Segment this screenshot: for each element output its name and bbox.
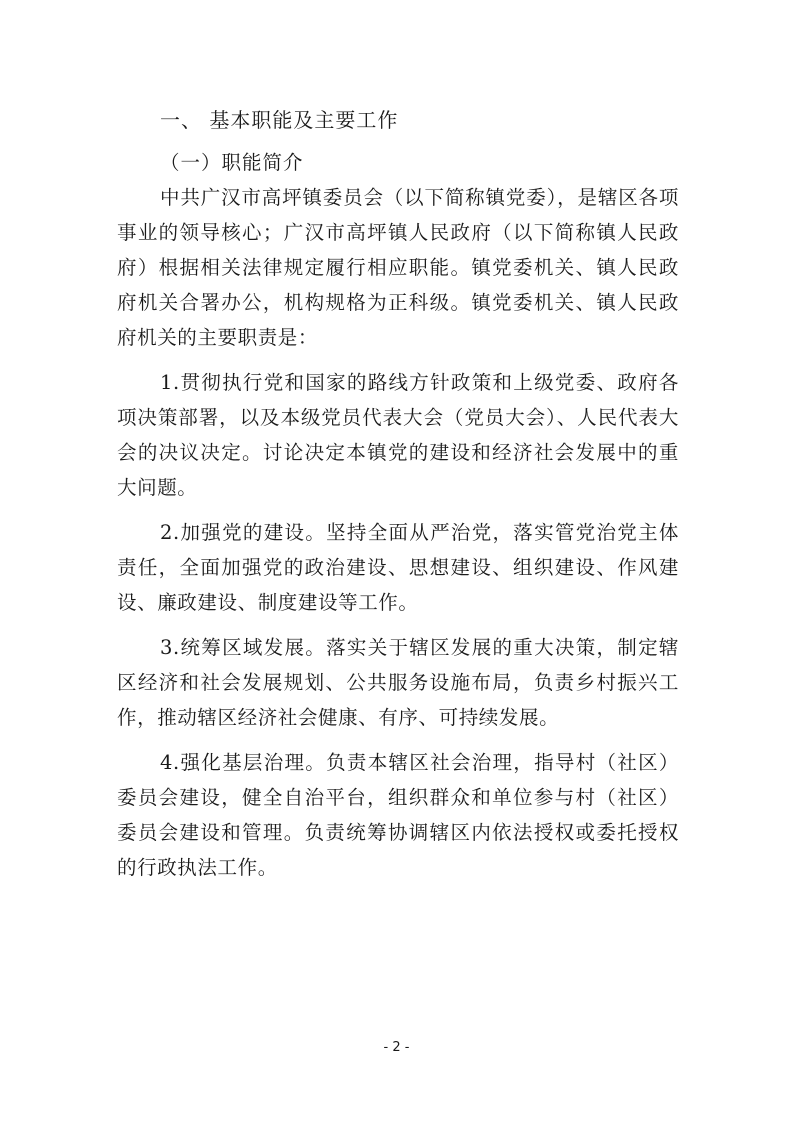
page-number: - 2 - <box>383 1040 410 1055</box>
paragraph-duty-1: 1.贯彻执行党和国家的路线方针政策和上级党委、政府各项决策部署，以及本级党员代表大会（党员大会）、人民代表大会的决议决定。讨论决定本镇党的建设和经济社会发展中的重大问题。 <box>117 371 679 499</box>
paragraph-duty-2: 2.加强党的建设。坚持全面从严治党，落实管党治党主体责任，全面加强党的政治建设、思想建设、组织建设、作风建设、廉政建设、制度建设等工作。 <box>117 521 679 614</box>
section-heading: 一、 基本职能及主要工作 <box>160 108 399 132</box>
body-text <box>117 180 679 895</box>
paragraph-duty-3: 3.统筹区域发展。落实关于辖区发展的重大决策，制定辖区经济和社会发展规划、公共服务设施布局，负责乡村振兴工作，推动辖区经济社会健康、有序、可持续发展。 <box>117 636 679 729</box>
paragraph-intro: 中共广汉市高坪镇委员会（以下简称镇党委），是辖区各项事业的领导核心；广汉市高坪镇人民政府（以下简称镇人民政府）根据相关法律规定履行相应职能。镇党委机关、镇人民政府机关合署办公，机构规格为正科级。镇党委机关、镇人民政府机关的主要职责是： <box>117 186 679 349</box>
paragraph-duty-4: 4.强化基层治理。负责本辖区社会治理，指导村（社区）委员会建设，健全自治平台，组织群众和单位参与村（社区）委员会建设和管理。负责统筹协调辖区内依法授权或委托授权的行政执法工作。 <box>117 751 679 879</box>
subsection-heading: （一）职能简介 <box>160 151 304 174</box>
